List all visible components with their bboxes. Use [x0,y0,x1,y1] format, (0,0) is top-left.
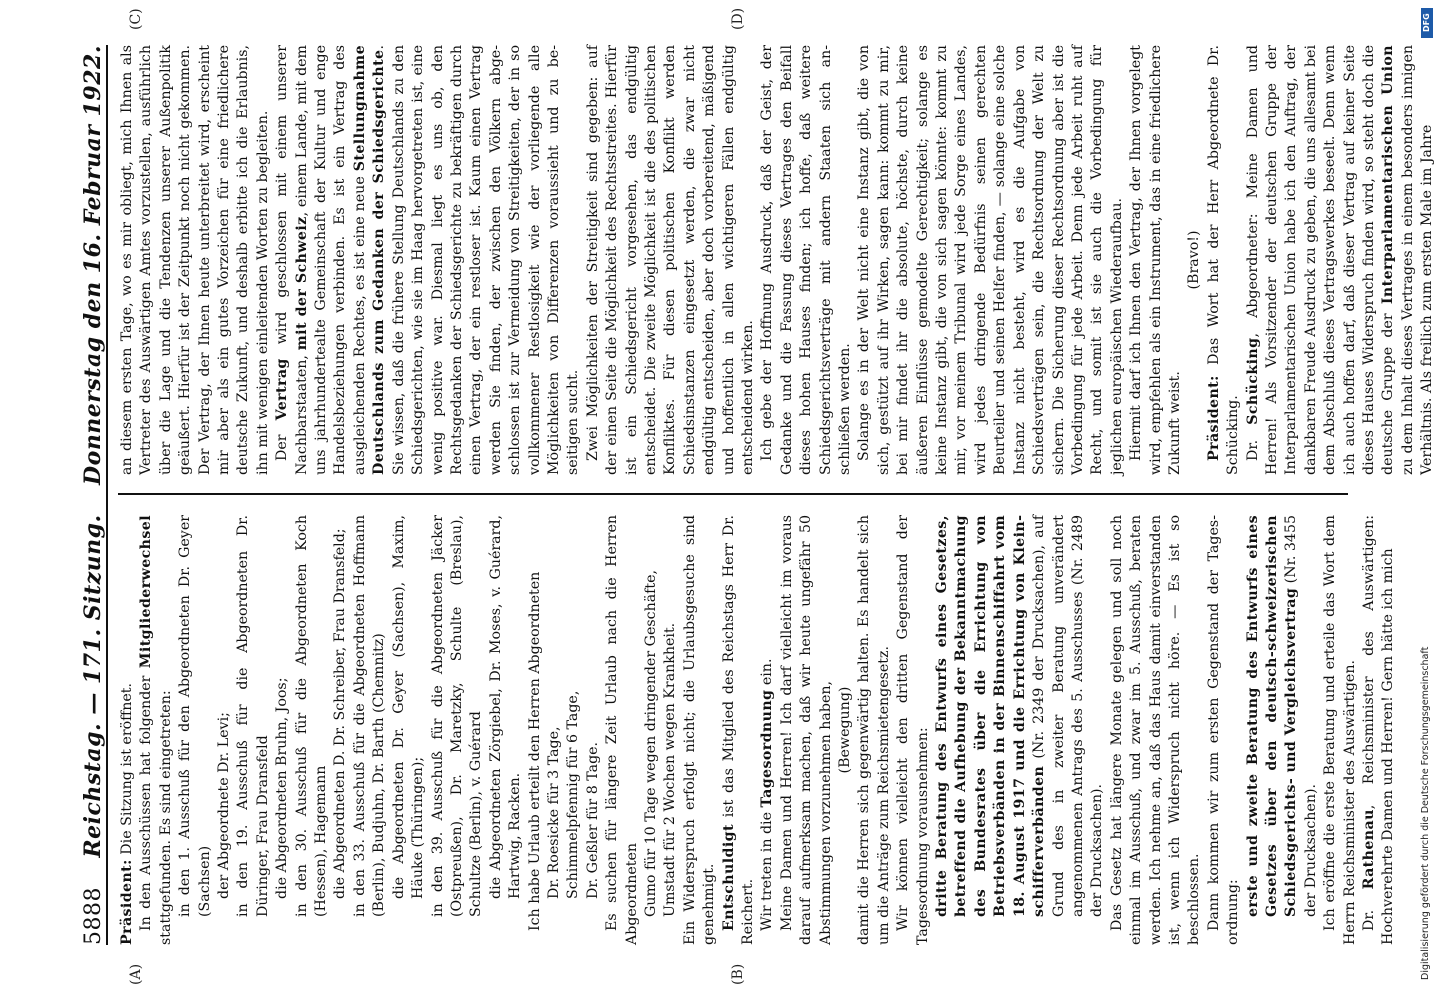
left-column-paragraph [584,515,603,945]
left-column-paragraph [293,515,332,945]
left-column-paragraph [273,515,292,945]
dfg-logo: DFG [1421,8,1433,38]
paragraph-text: Es suchen für längere Zeit Urlaub nach die Herren Abgeordneten [604,515,640,945]
paragraph-text: Hiermit darf ich Ihnen den Vertrag, der Ihnen vorgelegt wird, empfehlen als ein Instrument, das in eine friedlichere Zukunft weist. [1128,45,1183,475]
paragraph-text: die Abgeordneten Zörgiebel, Dr. Moses, v. Guérard, Hartwig, Racken. [487,515,524,899]
left-column-paragraph [487,515,526,945]
paragraph-text: in den 33. Ausschuß für die Abgeordneten Hoffmann (Berlin), Budjuhn, Dr. Barth (Chemnitz) [351,515,388,917]
header-right-title: Donnerstag den 16. Februar 1922. [80,45,106,485]
paragraph-text: , einem Lande, mit dem uns jahrhundertealte Gemeinschaft der Kultur und enge Handelsbeziehungen verbinden. Es ist ein Vertrag des ausgleichenden Rechtes, es ist eine neue [293,45,368,475]
paragraph-text: Ich gebe der Hoffnung Ausdruck, daß der Geist, der Gedanke und die Fassung dieses Vertrages den Beifall dieses hohen Hauses finden; ich hoffe, daß weitere Schiedsgerichtsverträge mit andern Staaten sich anschließen werden. [759,45,854,475]
emphasized-text: Stellungnahme Deutschlands zum Gedanken der Schiedsgerichte [351,45,388,475]
paragraph-text: Dr. [1244,424,1261,461]
left-column-paragraph [351,515,390,945]
paragraph-text: , Abgeordneter: Meine Damen und Herren! Als Vorsitzender der deutschen Gruppe der Interparlamentarischen Union habe ich den Auftrag, der dankbaren Freude Ausdruck zu geben, die uns allesamt bei dem Abschluß dieses Vertragswerkes beseelt. Denn wenn ich auch hoffen darf, daß dieser Vertrag auf keiner Seite dieses Hauses Widerspruch finden wird, so steht doch die deutsche Gruppe der [1244,44,1397,475]
paragraph-text: stattgefunden. Es sind eingetreten: [157,690,174,945]
left-column-paragraph [778,515,836,945]
right-column-paragraph [1185,45,1204,475]
left-column-paragraph [855,515,894,945]
left-column-paragraph [720,515,759,945]
paragraph-text: Der [274,420,291,461]
paragraph-text: in den 30. Ausschuß für die Abgeordneten Koch (Hessen), Hagemann [293,515,330,917]
paragraph-text: Dr. Roesicke für 3 Tage, [545,726,562,899]
dfg-notice: Digitalisierung gefördert durch die Deutsche Forschungsgemeinschaft [1420,646,1431,980]
paragraph-text: Dr. [1361,889,1377,931]
left-column-paragraph [642,515,661,945]
left-column-paragraph [429,515,487,945]
paragraph-text: ist das Mitglied des Reichstags Herr Dr. Reichert. [720,515,756,945]
paragraph-text: Gumo für 10 Tage wegen dringender Geschäfte, [642,569,659,917]
margin-mark-d: (D) [730,7,746,30]
emphasized-text: Interparlamentarischen Union [1380,45,1397,305]
left-column-paragraph [681,515,720,945]
left-column-paragraph [836,515,855,945]
emphasized-text: mit der Schweiz [293,216,310,351]
margin-mark-b: (B) [730,963,746,985]
right-column-paragraph [118,45,273,475]
left-column-paragraph [758,515,777,945]
left-column-paragraph [526,515,545,945]
emphasized-text: Entschuldigt [720,824,737,931]
left-column-paragraph [603,515,642,945]
left-column-paragraph [1244,515,1322,945]
left-column-paragraph [1108,515,1205,945]
paragraph-text: Dr. Geßler für 8 Tage. [584,741,601,899]
left-column-paragraph [176,515,215,945]
left-column-paragraph [390,515,429,945]
left-column-paragraph [234,515,273,945]
emphasized-text: Schücking [1244,337,1261,425]
left-column-paragraph [894,515,933,945]
paragraph-text: der Abgeordnete Dr. Levi; [216,712,233,899]
left-column-paragraph [137,515,176,945]
emphasized-text: Präsident: [119,859,135,945]
paragraph-text: Solange es in der Welt nicht eine Instanz gibt, die von sich, gestützt auf ihr Wirken, sagen kann: kommt zu mir, bei mir findet ihr die absolute, höchste, durch keine äußeren Einflüsse gemodelte Gerechtigkeit; solange es keine Instanz gibt, die von sich sagen könnte: kommt zu mir, vor meinem Tribunal wird jede Sorge eines Landes, wird jedes dringende Bedürfnis seinen gerechten Beurteiler und seinen Helfer finden, — solange eine solche Instanz nicht besteht, wird es die Aufgabe von Schiedsverträgen sein, die Rechtsordnung der Welt zu sichern. Die Sicherung dieser Rechtsordnung aber ist die Vorbedingung für jede Arbeit. Denn jede Arbeit ruht auf Recht, und somit ist sie auch die Vorbedingung für jeglichen europäischen Wiederaufbau. [856,45,1125,475]
paragraph-text: Wir treten in die [759,807,776,931]
paragraph-text: die Abgeordneten Dr. Geyer (Sachsen), Maxim, Häuke (Thüringen); [390,515,427,899]
dfg-notice-strip [1420,640,1432,980]
paragraph-text: Ein Widerspruch erfolgt nicht; die Urlaubsgesuche sind genehmigt. [681,515,718,945]
right-column-paragraph [1127,45,1185,475]
margin-mark-a: (A) [128,963,144,985]
paragraph-text: an diesem ersten Tage, wo es mir obliegt, mich Ihnen als Vertreter des Auswärtigen Amtes vorzustellen, ausführlich über die Lage und die Tendenzen unserer Außenpolitik geäußert. Hierfür ist der Zeitpunkt noch nicht gekommen. Der Vertrag, der Ihnen heute unterbreitet wird, erscheint mir aber als ein gutes Vorzeichen für eine friedlichere deutsche Zukunft, und deshalb erbitte ich die Erlaubnis, ihn mit wenigen einleitenden Worten zu begleiten. [119,45,271,475]
left-column-paragraph [215,515,234,945]
left-column-paragraph [545,515,564,945]
right-column-paragraph [758,45,855,475]
left-column-paragraph [331,515,350,945]
paragraph-text: Das Wort hat der Herr Abgeordnete Dr. Schücking. [1205,45,1242,475]
right-column-paragraph [855,45,1127,475]
paragraph-text: Wir können vielleicht den dritten Gegenstand der Tagesordnung vorausnehmen: [895,515,931,945]
paragraph-text: Das Gesetz hat längere Monate gelegen und soll noch einmal im Ausschuß, und zwar im 5. Ausschuß, beraten werden. Ich nehme an, daß das Haus damit einverstanden ist, wenn ich Widerspruch nicht höre. — Es ist so beschlossen. [1108,515,1203,945]
margin-mark-c: (C) [128,8,144,30]
left-column-paragraph [564,515,583,945]
left-column-paragraph [661,515,680,945]
paragraph-text: (Bravo!) [1186,230,1203,290]
header-left-title: Reichstag. — 171. Sitzung. [80,514,106,858]
paragraph-text: in den 1. Ausschuß für den Abgeordneten Dr. Geyer (Sachsen) [177,515,213,917]
left-column-paragraph [1205,515,1244,945]
left-column-paragraph [1360,515,1399,945]
right-column-paragraph [1244,45,1438,475]
paragraph-text: Schimmelpfennig für 6 Tage, [565,690,582,899]
emphasized-text: erste und zweite Beratung des Entwurfs eines Gesetzes über den deutsch-schweizerischen Schiedsgerichts- und Vergleichsvertrag [1244,515,1300,917]
right-column-paragraph [584,45,759,475]
paragraph-text: in den 39. Ausschuß für die Abgeordneten Jäcker (Ostpreußen), Dr. Maretzky, Schulte (Breslau), Schultze (Berlin), v. Guérard [429,515,485,917]
paragraph-text: in den 19. Ausschuß für die Abgeordneten Dr. Düringer, Frau Dransfeld [235,515,271,917]
paragraph-text: die Abgeordneten D. Dr. Schreiber, Frau Dransfeld; [332,528,349,899]
paragraph-text: (Bewegung) [837,686,854,774]
left-column [118,514,1397,945]
left-column-paragraph [1321,515,1360,945]
paragraph-text: ein. [759,658,776,690]
paragraph-text: Dann kommen wir zum ersten Gegenstand der Tagesordnung: [1205,515,1242,945]
paragraph-text: Meine Damen und Herren! Ich darf vielleicht im voraus darauf aufmerksam machen, daß wir heute ungefähr 50 Abstimmungen vorzunehmen haben, [778,515,834,945]
paragraph-text: wird geschlossen mit einem unserer Nachbarstaaten, [274,45,310,475]
paragraph-text: Die Sitzung ist eröffnet. [119,683,135,860]
paragraph-text: (Nr. 2349 der Drucksachen), auf Grund des in zweiter Beratung unverändert angenommenen Antrags des 5. Ausschusses (Nr. 2489 der Drucksachen). [1031,515,1106,917]
emphasized-text: dritte Beratung des Entwurfs eines Gesetzes, betreffend die Aufhebung der Bekanntmachung des Bundesrates über die Errichtung von Betriebsverbänden in der Binnenschiffahrt vom 18. August 1917 und die Errichtung von Kleinschifferverbänden [934,515,1048,917]
paragraph-text: Ich habe Urlaub erteilt den Herren Abgeordneten [526,571,543,931]
paragraph-text: (Nr. 3455 der Drucksachen). [1283,514,1319,917]
paragraph-text: . Sie wissen, daß die frühere Stellung Deutschlands zu den Schiedsgerichten, wie sie im Haag hervorgetreten ist, eine wenig positive war. Diesmal liegt es uns ob, den Rechtsgedanken der Schiedsgerichte zu bekräftigen durch einen Vertrag, der ein restloser ist. Kaum einen Vertrag werden Sie finden, der zwischen den Völkern abgeschlossen ist zur Vermeidung von Streitigkeiten, der in so vollkommener Restlosigkeit wie der vorliegende alle Möglichkeiten von Differenzen voraussieht und zu beseitigen sucht. [371,45,582,475]
emphasized-text: Tagesordnung [759,689,776,808]
paragraph-text: Zwei Möglichkeiten der Streitigkeit sind gegeben: auf der einen Seite die Möglichkeit des Rechtsstreites. Hierfür ist ein Schiedsgericht vorgesehen, das endgültig entscheidet. Die zweite Möglichkeit ist die des politischen Konfliktes. Für diesen politischen Konflikt werden Schiedsinstanzen eingesetzt werden, die zwar nicht endgültig entscheiden, aber doch vorbereitend, mäßigend und hoffentlich in allen wichtigeren Fällen endgültig entscheidend wirken. [584,45,756,475]
paragraph-text: Umstadt für 2 Wochen wegen Krankheit. [662,622,679,917]
left-column-paragraph [118,515,137,945]
paragraph-text: die Abgeordneten Bruhn, Joos; [274,677,291,899]
emphasized-text: Vertrag [274,358,291,421]
paragraph-text: damit die Herren sich gegenwärtig halten. Es handelt sich um die Anträge zum Reichsmietengesetz. [856,515,892,945]
emphasized-text: Rathenau [1361,809,1377,890]
paragraph-text: In den Ausschüssen hat folgender [138,668,155,931]
paragraph-text: , Reichsminister des Auswärtigen: Hochverehrte Damen und Herren! Gern hätte ich mich [1361,515,1397,945]
right-column [118,44,1436,475]
left-column-paragraph [933,515,1108,945]
paragraph-text: Ich eröffne die erste Beratung und erteile das Wort dem Herrn Reichsminister des Auswärtigen. [1322,515,1358,945]
page-number: 5888 [81,887,106,945]
emphasized-text: Mitgliederwechsel [138,515,155,669]
right-column-paragraph [1205,45,1244,475]
column-divider [118,493,1348,495]
paragraph-text: zu dem Inhalt dieses Vertrages in einem besonders innigen Verhältnis. Als freilich zum ersten Male im Jahre [1399,45,1436,475]
emphasized-text: Präsident: [1205,375,1222,461]
right-column-paragraph [273,45,584,475]
page-header [70,45,108,945]
